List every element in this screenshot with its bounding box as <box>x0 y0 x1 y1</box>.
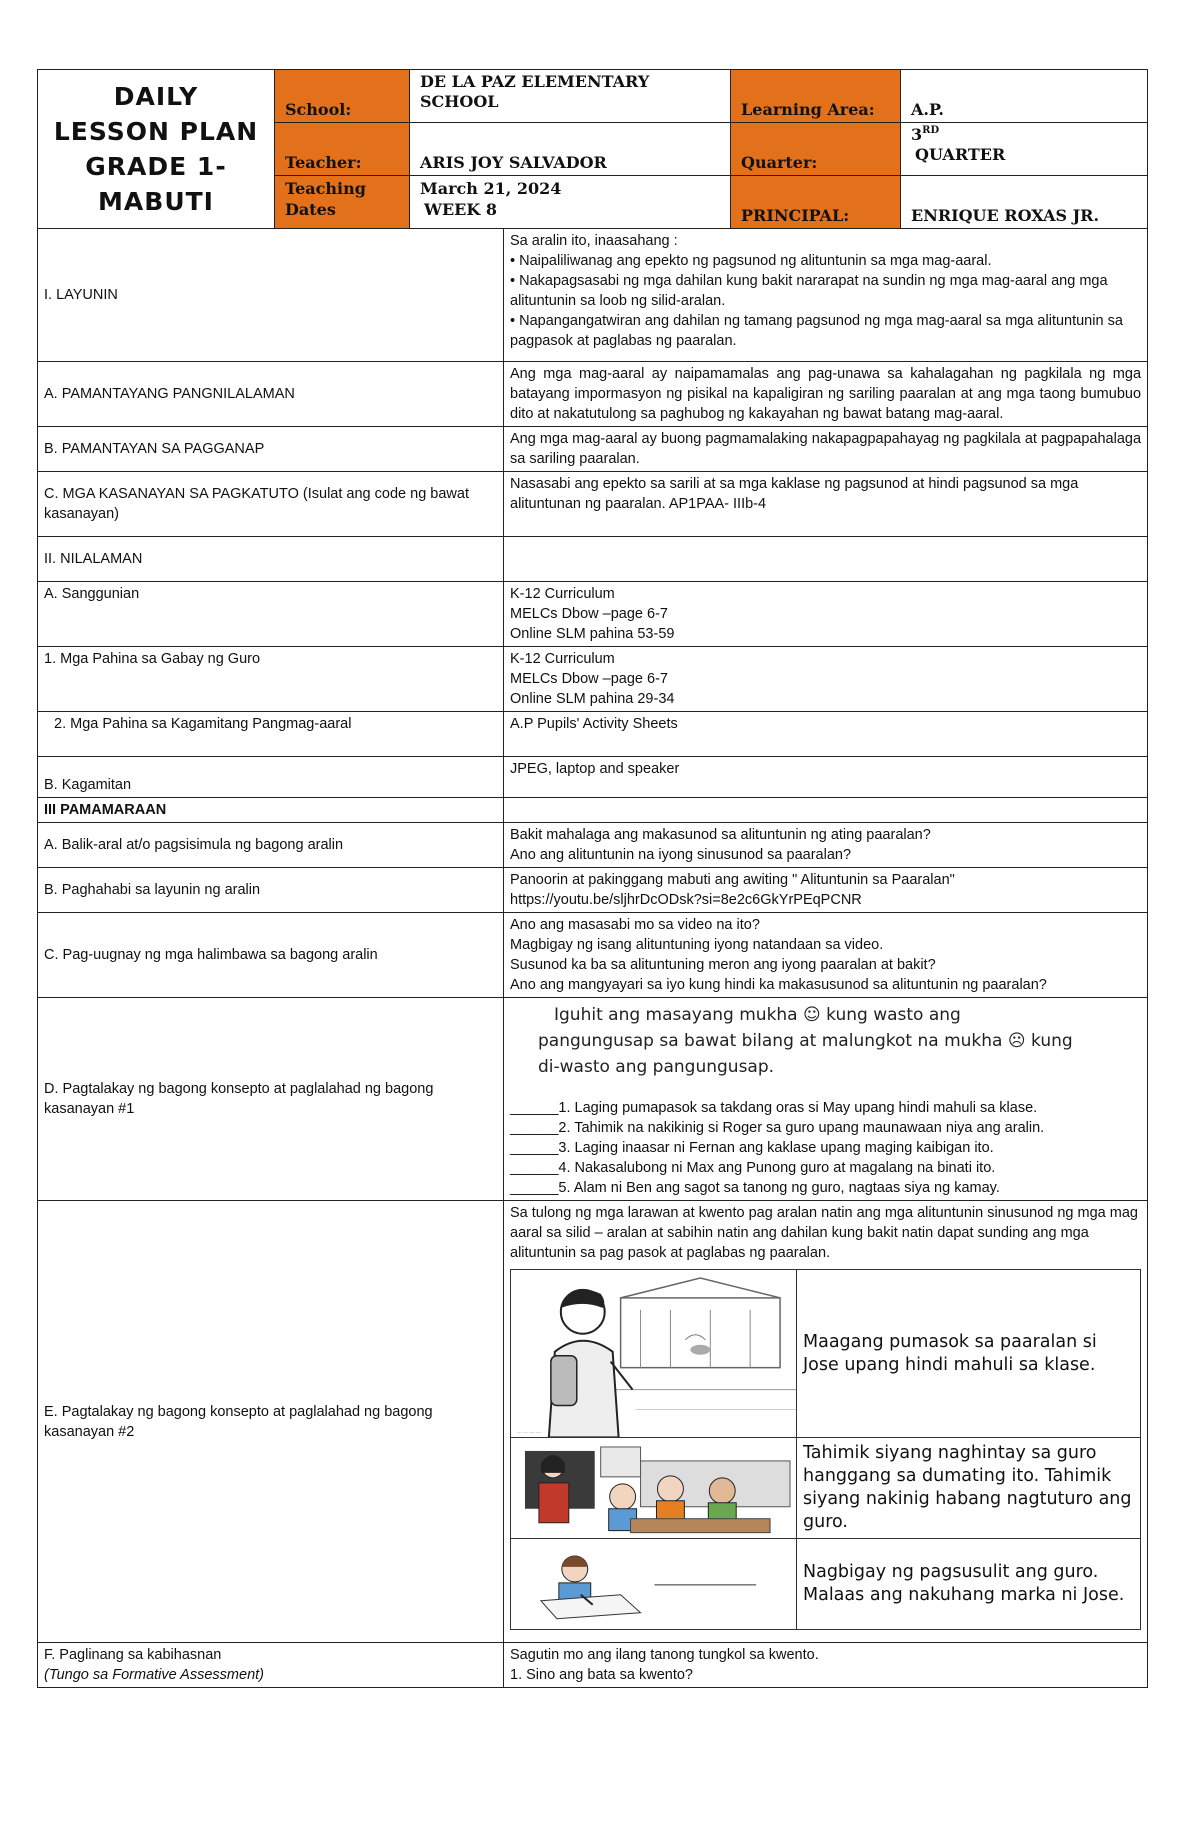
story-image-classroom <box>511 1438 797 1539</box>
pamamaraan-content <box>504 798 1148 823</box>
row-layunin <box>38 229 1148 362</box>
row-pagtalakay-1 <box>38 998 1148 1201</box>
instruction-line: di-wasto ang pangungusap. <box>538 1057 775 1077</box>
svg-text:— — — —: — — — — <box>516 1429 542 1436</box>
exercise-item: ______1. Laging pumapasok sa takdang oras si May upang hindi mahuli sa klase. <box>510 1100 1038 1116</box>
kagamitang-pang-label: 2. Mga Pahina sa Kagamitang Pangmag-aaral <box>38 712 504 757</box>
text-line: Ano ang mangyayari sa iyo kung hindi ka makasusunod sa alituntunin ng paaralan? <box>510 977 1047 993</box>
boy-at-school-illustration <box>511 1270 796 1437</box>
pag-uugnay-content <box>504 913 1148 998</box>
kasanayan-label <box>38 472 504 537</box>
learning-area-value: A.P. <box>901 70 1148 123</box>
row-pagtalakay-2 <box>38 1201 1148 1643</box>
row-paglinang <box>38 1643 1148 1688</box>
text-line: Magbigay ng isang alituntuning iyong natandaan sa video. <box>510 937 884 953</box>
exercise-item: ______2. Tahimik na nakikinig si Roger sa guro upang maunawaan niya ang aralin. <box>510 1120 1045 1136</box>
quarter-num: 3 <box>911 125 923 144</box>
pangnilalaman-label: A. PAMANTAYANG PANGNILALAMAN <box>38 362 504 427</box>
dates-label-line: Teaching <box>285 179 366 198</box>
kasanayan-label-rest: (Isulat ang code ng bawat kasanayan) <box>44 486 469 522</box>
title-line: LESSON PLAN <box>53 117 259 146</box>
teacher-value: ARIS JOY SALVADOR <box>410 123 731 176</box>
principal-value: ENRIQUE ROXAS JR. <box>901 176 1148 229</box>
text-line: • Nakapagsasabi ng mga dahilan kung bakit nararapat na sundin ng mga mag-aaral ang mga alituntunin sa loob ng silid-aralan. <box>510 273 1108 309</box>
quarter-sup: RD <box>922 125 940 136</box>
text-line: Ano ang masasabi mo sa video na ito? <box>510 917 760 933</box>
text-line: Sagutin mo ang ilang tanong tungkol sa kwento. <box>510 1647 819 1664</box>
row-pamamaraan <box>38 798 1148 823</box>
school-label: School: <box>275 70 410 123</box>
paglinang-label <box>38 1643 504 1688</box>
kasanayan-label-bold: C. MGA KASANAYAN SA PAGKATUTO <box>44 486 299 502</box>
story-image-test <box>511 1539 797 1630</box>
row-gabay-guro <box>38 647 1148 712</box>
gabay-content <box>504 647 1148 712</box>
story-text-2: Tahimik siyang naghintay sa guro hanggang sa dumating ito. Tahimik siyang nakinig habang nagtuturo ang guro. <box>797 1438 1141 1539</box>
document-title <box>38 70 275 229</box>
kagamitan-content: JPEG, laptop and speaker <box>504 757 1148 798</box>
story-text-1: Maagang pumasok sa paaralan si Jose upang hindi mahuli sa klase. <box>797 1270 1141 1438</box>
classroom-illustration <box>511 1439 796 1539</box>
spacer <box>510 1630 1141 1640</box>
quarter-value <box>901 123 1148 176</box>
sanggunian-content <box>504 582 1148 647</box>
row-sanggunian <box>38 582 1148 647</box>
pagtalakay-1-label: D. Pagtalakay ng bagong konsepto at paglalahad ng bagong kasanayan #1 <box>38 998 504 1201</box>
text-line: MELCs Dbow –page 6-7 <box>510 671 668 687</box>
paghahabi-content <box>504 868 1148 913</box>
instruction-line: Iguhit ang masayang mukha ☺ kung wasto ang <box>554 1005 961 1025</box>
video-link[interactable]: https://youtu.be/sljhrDcODsk?si=8e2c6GkYrPEqPCNR <box>510 892 862 908</box>
paglinang-label-line: F. Paglinang sa kabihasnan <box>44 1647 222 1664</box>
school-value: DE LA PAZ ELEMENTARY SCHOOL <box>410 70 731 123</box>
paghahabi-label: B. Paghahabi sa layunin ng aralin <box>38 868 504 913</box>
balik-aral-label <box>38 823 504 868</box>
title-line: MABUTI <box>98 187 214 216</box>
paglinang-content <box>504 1643 1148 1688</box>
lesson-plan-document <box>37 69 1147 1688</box>
text-line: Susunod ka ba sa alituntuning meron ang iyong paaralan at bakit? <box>510 957 936 973</box>
row-kagamitang-pang <box>38 712 1148 757</box>
story-table <box>510 1269 1141 1630</box>
story-row <box>511 1539 1141 1630</box>
dates-label-line: Dates <box>285 200 336 219</box>
principal-label: PRINCIPAL: <box>731 176 901 229</box>
pangnilalaman-content: Ang mga mag-aaral ay naipamamalas ang pag-unawa sa kahalagahan ng pagkilala ng mga batayang impormasyon ng pisikal na kapaligiran ng sariling paaralan at ang mga taong bumubuo dito at nakatutulong sa paghubog ng kakayahan ng bawat batang mag-aaral. <box>504 362 1148 427</box>
student-writing-illustration <box>511 1539 796 1629</box>
quarter-text: QUARTER <box>915 145 1006 164</box>
date-text: March 21, 2024 <box>420 179 562 198</box>
paglinang-label-note: (Tungo sa Formative Assessment) <box>44 1667 264 1684</box>
row-paghahabi <box>38 868 1148 913</box>
text-line: 1. Sino ang bata sa kwento? <box>510 1667 693 1684</box>
layunin-content <box>504 229 1148 362</box>
pamamaraan-label: III PAMAMARAAN <box>38 798 504 823</box>
pagganap-content: Ang mga mag-aaral ay buong pagmamalaking nakapagpapahayag ng pagkilala at pagpapahalaga sa sariling paaralan. <box>504 427 1148 472</box>
gabay-label: 1. Mga Pahina sa Gabay ng Guro <box>38 647 504 712</box>
story-row <box>511 1438 1141 1539</box>
layunin-label: I. LAYUNIN <box>38 229 504 362</box>
text-line: • Naipaliliwanag ang epekto ng pagsunod ng alituntunin sa mga mag-aaral. <box>510 253 992 269</box>
instruction-line: pangungusap sa bawat bilang at malungkot na mukha ☹ kung <box>538 1031 1073 1051</box>
row-nilalaman <box>38 537 1148 582</box>
lesson-plan-table <box>37 69 1148 1688</box>
exercise-item: ______4. Nakasalubong ni Max ang Punong guro at magalang na binati ito. <box>510 1160 996 1176</box>
exercise-item: ______3. Laging inaasar ni Fernan ang kaklase upang maging kaibigan ito. <box>510 1140 994 1156</box>
row-pagganap <box>38 427 1148 472</box>
text-line: • Napangangatwiran ang dahilan ng tamang pagsunod ng mga mag-aaral sa mga alituntunin sa pagpasok at paglabas ng paaralan. <box>510 313 1123 349</box>
week-text: WEEK 8 <box>424 200 497 219</box>
story-image-boy-school <box>511 1270 797 1438</box>
balik-aral-letter: A. <box>44 837 58 853</box>
text-line: Online SLM pahina 29-34 <box>510 691 675 707</box>
title-line: DAILY <box>113 82 199 111</box>
text-line: Panoorin at pakinggang mabuti ang awiting " Alituntunin sa Paaralan" <box>510 872 955 888</box>
title-line: GRADE 1- <box>85 152 227 181</box>
instruction-block <box>510 1000 1141 1080</box>
row-pangnilalaman <box>38 362 1148 427</box>
learning-area-label: Learning Area: <box>731 70 901 123</box>
pagtalakay-1-content <box>504 998 1148 1201</box>
quarter-label: Quarter: <box>731 123 901 176</box>
text-line: Ano ang alituntunin na iyong sinusunod sa paaralan? <box>510 847 852 863</box>
row-kasanayan <box>38 472 1148 537</box>
exercise-item: ______5. Alam ni Ben ang sagot sa tanong ng guro, nagtaas siya ng kamay. <box>510 1180 1000 1196</box>
text-line: Sa aralin ito, inaasahang : <box>510 233 678 249</box>
kagamitan-label: B. Kagamitan <box>38 757 504 798</box>
text-line: Online SLM pahina 53-59 <box>510 626 675 642</box>
kasanayan-content: Nasasabi ang epekto sa sarili at sa mga kaklase ng pagsunod at hindi pagsunod sa mga alituntunan ng paaralan. AP1PAA- IIIb-4 <box>504 472 1148 537</box>
text-line: K-12 Curriculum <box>510 586 615 602</box>
pag-uugnay-label: C. Pag-uugnay ng mga halimbawa sa bagong aralin <box>38 913 504 998</box>
row-balik-aral <box>38 823 1148 868</box>
spacer <box>510 1080 1141 1098</box>
teaching-dates-label <box>275 176 410 229</box>
text-line: K-12 Curriculum <box>510 651 615 667</box>
pagtalakay-2-content <box>504 1201 1148 1643</box>
kagamitang-pang-content: A.P Pupils' Activity Sheets <box>504 712 1148 757</box>
story-row <box>511 1270 1141 1438</box>
balik-aral-label-text: Balik-aral at/o pagsisimula ng bagong aralin <box>57 837 344 853</box>
nilalaman-label: II. NILALAMAN <box>38 537 504 582</box>
header-row-school <box>38 70 1148 123</box>
balik-aral-content <box>504 823 1148 868</box>
text-line: Bakit mahalaga ang makasunod sa alituntunin ng ating paaralan? <box>510 827 931 843</box>
row-pag-uugnay <box>38 913 1148 998</box>
text-line: MELCs Dbow –page 6-7 <box>510 606 668 622</box>
sanggunian-label: A. Sanggunian <box>38 582 504 647</box>
pagtalakay-2-label: E. Pagtalakay ng bagong konsepto at paglalahad ng bagong kasanayan #2 <box>38 1201 504 1643</box>
row-kagamitan <box>38 757 1148 798</box>
pagganap-label: B. PAMANTAYAN SA PAGGANAP <box>38 427 504 472</box>
story-intro: Sa tulong ng mga larawan at kwento pag aralan natin ang mga alituntunin sinusunod ng mga mag aaral sa silid – aralan at sabihin natin ang dahilan kung bakit natin dapat sunding ang mga alituntunin sa pag pasok at paglabas ng paaralan. <box>510 1205 1138 1261</box>
quarter-number <box>911 125 1137 145</box>
teacher-label: Teacher: <box>275 123 410 176</box>
nilalaman-content <box>504 537 1148 582</box>
teaching-dates-value <box>410 176 731 229</box>
story-text-3: Nagbigay ng pagsusulit ang guro. Malaas ang nakuhang marka ni Jose. <box>797 1539 1141 1630</box>
